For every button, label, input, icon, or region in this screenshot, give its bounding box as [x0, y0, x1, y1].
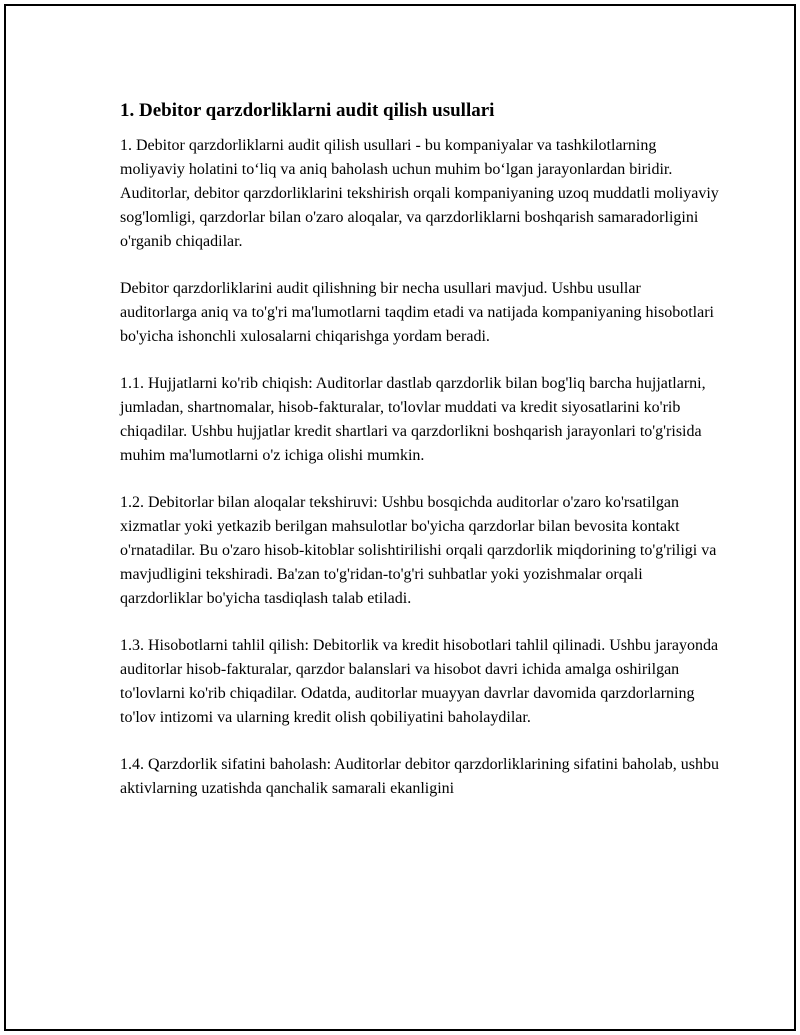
document-body: [120, 98, 720, 824]
section-heading: 1. Debitor qarzdorliklarni audit qilish usullari: [120, 100, 495, 121]
paragraph-1-2-debtor-contact: 1.2. Debitorlar bilan aloqalar tekshiruvi: Ushbu bosqichda auditorlar o'zaro ko'rsatilgan xizmatlar yoki yetkazib berilgan mahsulotlar bo'yicha qarzdorlar bilan bevosita kontakt o'rnatadilar. Bu o'zaro hisob-kitoblar solishtirilishi orqali qarzdorlik miqdorining to'g'riligi va mavjudligini tekshiradi. Ba'zan to'g'ridan-to'g'ri suhbatlar yoki yozishmalar orqali qarzdorliklar bo'yicha tasdiqlash talab etiladi.: [120, 494, 717, 607]
paragraph-intro: 1. Debitor qarzdorliklarni audit qilish usullari - bu kompaniyalar va tashkilotlarning moliyaviy holatini to‘liq va aniq baholash uchun muhim bo‘lgan jarayonlardan biridir. Auditorlar, debitor qarzdorliklarini tekshirish orqali kompaniyaning uzoq muddatli moliyaviy sog'lomligi, qarzdorlar bilan o'zaro aloqalar, va qarzdorliklarni boshqarish samaradorligini o'rganib chiqadilar.: [120, 137, 719, 250]
paragraph-methods-overview: Debitor qarzdorliklarini audit qilishning bir necha usullari mavjud. Ushbu usullar auditorlarga aniq va to'g'ri ma'lumotlarni taqdim etadi va natijada kompaniyaning hisobotlari bo'yicha ishonchli xulosalarni chiqarishga yordam beradi.: [120, 280, 714, 345]
page-frame: [4, 4, 796, 1031]
paragraph-1-4-quality-assessment: 1.4. Qarzdorlik sifatini baholash: Auditorlar debitor qarzdorliklarining sifatini baholab, ushbu aktivlarning uzatishda qanchalik samarali ekanligini: [120, 756, 719, 797]
paragraph-1-3-report-analysis: 1.3. Hisobotlarni tahlil qilish: Debitorlik va kredit hisobotlari tahlil qilinadi. Ushbu jarayonda auditorlar hisob-fakturalar, qarzdor balanslari va hisobot davri ichida amalga oshirilgan to'lovlarni ko'rib chiqadilar. Odatda, auditorlar muayyan davrlar davomida qarzdorlarning to'lov intizomi va ularning kredit olish qobiliyatini baholaydilar.: [120, 637, 719, 726]
paragraph-1-1-document-review: 1.1. Hujjatlarni ko'rib chiqish: Auditorlar dastlab qarzdorlik bilan bog'liq barcha hujjatlarni, jumladan, shartnomalar, hisob-fakturalar, to'lovlar muddati va kredit siyosatlarini ko'rib chiqadilar. Ushbu hujjatlar kredit shartlari va qarzdorlikni boshqarish jarayonlari to'g'risida muhim ma'lumotlarni o'z ichiga olishi mumkin.: [120, 375, 706, 464]
